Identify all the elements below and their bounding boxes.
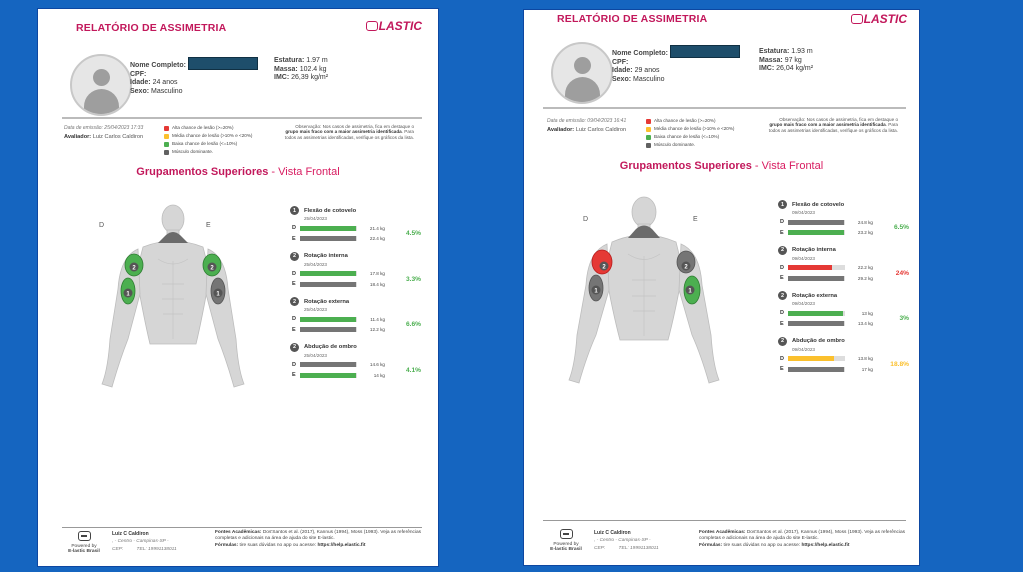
elastic-logo-icon (851, 14, 863, 24)
metric-number: 2 (290, 252, 299, 261)
metric-date: 09/04/2023 (792, 301, 815, 306)
bar-value-right: 11.4 kg (370, 316, 385, 322)
metric-number: 2 (778, 246, 787, 255)
bar-side-label: E (292, 326, 296, 333)
metric-name: Rotação externa (792, 292, 838, 299)
marker-2-left: 2 (210, 265, 214, 272)
bar-track (788, 367, 845, 372)
bar-track (300, 226, 357, 231)
bar-side-label: E (780, 366, 784, 372)
bar-fill-left (300, 282, 356, 287)
bar-fill-left (788, 321, 844, 326)
bar-fill-right (300, 226, 356, 231)
metric-name: Rotação externa (304, 298, 350, 305)
metric-item (778, 337, 913, 383)
bar-side-label: D (292, 361, 296, 368)
avatar (551, 42, 613, 104)
age-value: 24 anos (152, 79, 178, 87)
legend-swatch-dominant (646, 143, 651, 148)
bar-value-left: 29.2 kg (857, 275, 873, 281)
avatar (70, 54, 132, 116)
bar-fill-right (300, 317, 356, 322)
footer-logo: Powered by E-lastic Brasil (544, 529, 588, 552)
legend-swatch-low (164, 142, 169, 147)
bar-row-right (290, 360, 425, 369)
bar-side-label: D (292, 225, 296, 231)
metric-item (778, 200, 913, 246)
bar-value-left: 14 kg (373, 372, 385, 378)
metric-item (778, 246, 913, 292)
bar-row-left (290, 371, 425, 380)
asymmetry-percent: 18.8% (890, 360, 909, 368)
footer-divider (62, 527, 422, 528)
bar-value-right: 14.6 kg (369, 362, 385, 367)
metric-number: 1 (290, 206, 299, 215)
patient-info: Nome Completo: CPF: Idade: 29 anos Sexo: Masculino (612, 45, 740, 84)
metric-item (290, 297, 425, 343)
metrics-list (290, 206, 425, 388)
asymmetry-percent: 3% (899, 315, 909, 322)
risk-legend: Alta chance de lesão (>=20%) Média chance de lesão (>10% e <20%) Baixa chance de lesão (<=10%) Músculo dominante. (646, 117, 734, 149)
bar-value-left: 22.4 kg (369, 236, 385, 241)
side-label-right: D (583, 216, 589, 223)
side-label-left: E (693, 216, 698, 223)
bar-fill-right (788, 265, 832, 270)
elastic-logo-icon (366, 21, 378, 31)
metric-name: Rotação interna (792, 247, 836, 253)
metric-number: 2 (290, 297, 299, 306)
patient-measures: Estatura: 1.93 m Massa: 97 kg IMC: 26,04 kg/m² (759, 48, 814, 73)
observation-note: Observação: Nos casos de assimetria, fica em destaque o grupo mais fraco com a maior assimetria identificada. Para todos as assimetrias identificadas, verifique os gráficos da lista. (768, 117, 898, 133)
bar-track (788, 265, 845, 270)
footer-address: Luiz C Caldiron , - Centro - Campinas-SP - CEP: TEL: 19991138011 (594, 530, 659, 551)
metrics-list (778, 200, 913, 382)
elastic-small-logo-icon (78, 531, 91, 541)
help-link[interactable]: https://help.elastic.fit (801, 542, 850, 548)
bar-value-left: 13.4 kg (857, 321, 873, 326)
asymmetry-percent: 6.6% (405, 321, 421, 328)
bar-side-label: D (780, 219, 784, 225)
elastic-logo: LASTIC (851, 12, 907, 26)
bar-track (300, 282, 357, 287)
bar-side-label: D (292, 316, 296, 322)
metric-name: Flexão de cotovelo (792, 201, 845, 208)
body-figure-icon (564, 190, 724, 395)
bar-fill-left (788, 230, 844, 235)
bar-side-label: E (780, 229, 784, 236)
bar-value-left: 12.2 kg (369, 327, 385, 332)
bmi-value: 26,04 kg/m² (776, 65, 814, 73)
mass-value: 102.4 kg (299, 65, 327, 73)
patient-measures: Estatura: 1.97 m Massa: 102.4 kg IMC: 26,39 kg/m² (274, 57, 329, 82)
elastic-logo: LASTIC (366, 19, 422, 33)
metric-date: 09/04/2023 (792, 255, 815, 261)
bar-row-left (778, 319, 913, 328)
bar-fill-right (300, 271, 356, 276)
bar-track (300, 362, 357, 367)
bar-value-right: 24.8 kg (857, 219, 873, 225)
bar-track (300, 236, 357, 241)
bmi-value: 26,39 kg/m² (291, 74, 329, 82)
bar-value-right: 21.4 kg (369, 225, 385, 231)
bar-row-left (290, 280, 425, 289)
metric-date: 25/04/2023 (304, 216, 327, 221)
bar-track (300, 373, 357, 378)
bar-side-label: E (292, 372, 296, 378)
metric-number: 2 (778, 337, 787, 346)
metric-item (290, 206, 425, 252)
mass-value: 97 kg (784, 56, 802, 64)
bar-fill-right (788, 220, 844, 225)
bar-track (300, 327, 357, 332)
bar-row-right (290, 269, 425, 278)
redacted-name (188, 57, 258, 70)
section-title: Grupamentos Superiores - Vista Frontal (136, 166, 340, 178)
bar-track (300, 271, 357, 276)
patient-info: Nome Completo: CPF: Idade: 24 anos Sexo: Masculino (130, 57, 258, 96)
bar-side-label: E (292, 281, 296, 287)
bar-side-label: E (780, 320, 784, 327)
metric-date: 25/04/2023 (304, 261, 327, 267)
bar-fill-right (788, 311, 843, 316)
bar-fill-left (300, 373, 356, 378)
legend-swatch-dominant (164, 150, 169, 155)
bar-fill-right (788, 356, 834, 361)
bar-track (788, 220, 845, 225)
elastic-small-logo-icon (560, 529, 573, 539)
bar-side-label: D (780, 264, 784, 271)
emission-date: Data de emissão: 25/04/2023 17:33 (64, 125, 144, 131)
body-figure-icon (98, 199, 248, 399)
observation-note: Observação: Nos casos de assimetria, fica em destaque o grupo mais fraco com a maior assimetria identificada. Para todos as assimetrias identificadas, verifique os gráficos da lista. (284, 124, 414, 140)
bar-fill-left (300, 236, 356, 241)
marker-2-left: 2 (684, 264, 688, 271)
asymmetry-percent: 3.3% (405, 275, 421, 283)
asymmetry-percent: 6.5% (893, 224, 909, 231)
metric-name: Abdução de ombro (792, 338, 845, 344)
bar-value-left: 18.4 kg (369, 281, 385, 287)
age-value: 29 anos (634, 67, 660, 75)
marker-1-left: 1 (216, 291, 220, 298)
emission-date: Data de emissão: 09/04/2023 16:41 (547, 118, 627, 124)
bar-fill-right (300, 362, 356, 367)
bar-side-label: D (780, 355, 784, 362)
legend-swatch-medium (164, 134, 169, 139)
metric-name: Flexão de cotovelo (304, 207, 357, 214)
metric-date: 25/04/2023 (304, 352, 327, 358)
bar-side-label: E (292, 235, 296, 242)
side-label-right: D (99, 222, 105, 229)
bar-value-right: 13.8 kg (857, 356, 873, 361)
marker-1-right: 1 (126, 291, 130, 298)
bar-side-label: D (780, 310, 784, 316)
bar-track (788, 276, 845, 281)
bar-row-right (778, 218, 913, 227)
bar-row-right (290, 315, 425, 324)
bar-value-right: 22.2 kg (857, 265, 873, 270)
bar-track (300, 317, 357, 322)
metric-name: Rotação interna (304, 253, 348, 259)
sex-value: Masculino (633, 75, 665, 83)
legend-swatch-medium (646, 127, 651, 132)
bar-fill-left (788, 276, 844, 281)
redacted-name (670, 45, 740, 58)
footer-logo: Powered by E-lastic Brasil (62, 531, 106, 554)
marker-2-right: 2 (132, 265, 136, 272)
legend-swatch-high (646, 119, 651, 124)
metric-date: 09/04/2023 (792, 346, 815, 352)
bar-row-right (290, 224, 425, 233)
footer-divider (543, 520, 906, 521)
metric-item (778, 291, 913, 337)
bar-track (788, 321, 845, 326)
footer-address: Luiz C Caldiron , - Centro - Campinas-SP - CEP: TEL: 19991138011 (112, 531, 177, 552)
marker-1-right: 1 (594, 288, 598, 295)
legend-swatch-high (164, 126, 169, 131)
bar-row-left (290, 234, 425, 243)
legend-swatch-low (646, 135, 651, 140)
bar-fill-left (788, 367, 844, 372)
sex-value: Masculino (151, 87, 183, 95)
footer-sources: Fontes Acadêmicas: Dos'Santos et al. (2017), Kannus (1994), Moss (1993). Veja as referências completas e adicionais na área de ajuda do site E-lastic. Fórmulas: tire suas dúvidas no app ou acesse: https://help.elastic.fit (699, 530, 906, 548)
bar-value-right: 13 kg (861, 310, 873, 316)
metric-date: 25/04/2023 (304, 307, 327, 312)
marker-1-left: 1 (688, 288, 692, 295)
divider (543, 107, 906, 109)
bar-row-right (778, 309, 913, 318)
asymmetry-percent: 4.5% (405, 230, 421, 237)
height-value: 1.97 m (306, 57, 328, 64)
report-header (38, 9, 438, 49)
bar-track (788, 230, 845, 235)
report-meta: Data de emissão: 09/04/2023 16:41 Avaliador: Luiz Carlos Caldiron (547, 118, 627, 133)
help-link[interactable]: https://help.elastic.fit (317, 542, 366, 548)
asymmetry-percent: 24% (895, 269, 909, 277)
height-value: 1.93 m (791, 48, 813, 55)
metric-date: 09/04/2023 (792, 210, 815, 215)
metric-name: Abdução de ombro (304, 344, 357, 350)
bar-track (788, 356, 845, 361)
section-title: Grupamentos Superiores - Vista Frontal (619, 160, 824, 172)
report-title: RELATÓRIO DE ASSIMETRIA (557, 13, 708, 25)
bar-row-left (778, 228, 913, 237)
report-page-right (524, 10, 919, 565)
bar-value-left: 23.2 kg (857, 230, 873, 235)
report-meta: Data de emissão: 25/04/2023 17:33 Avaliador: Luiz Carlos Caldiron (64, 125, 144, 140)
bar-value-right: 17.8 kg (369, 271, 385, 276)
bar-track (788, 311, 845, 316)
bar-row-left (778, 274, 913, 283)
report-page-left (38, 9, 438, 566)
metric-item (290, 252, 425, 298)
asymmetry-percent: 4.1% (405, 366, 421, 374)
marker-2-right: 2 (602, 264, 606, 271)
bar-side-label: E (780, 275, 784, 281)
bar-value-left: 17 kg (861, 366, 873, 372)
metric-number: 2 (778, 291, 787, 300)
evaluator-name: Luiz Carlos Caldiron (92, 134, 144, 140)
divider (62, 117, 422, 119)
report-title: RELATÓRIO DE ASSIMETRIA (76, 22, 227, 34)
risk-legend: Alta chance de lesão (>=20%) Média chance de lesão (>10% e <20%) Baixa chance de lesão (<=10%) Músculo dominante. (164, 124, 252, 156)
metric-number: 1 (778, 200, 787, 209)
bar-fill-left (300, 327, 356, 332)
metric-number: 2 (290, 343, 299, 352)
side-label-left: E (206, 222, 211, 229)
metric-item (290, 343, 425, 389)
bar-row-left (290, 325, 425, 334)
evaluator-name: Luiz Carlos Caldiron (575, 127, 627, 133)
bar-side-label: D (292, 270, 296, 277)
footer-sources: Fontes Acadêmicas: Dos'Santos et al. (2017), Kannus (1994), Moss (1993). Veja as referências completas e adicionais na área de ajuda do site E-lastic. Fórmulas: tire suas dúvidas no app ou acesse: https://help.elastic.fit (215, 530, 422, 548)
bar-row-right (778, 263, 913, 272)
